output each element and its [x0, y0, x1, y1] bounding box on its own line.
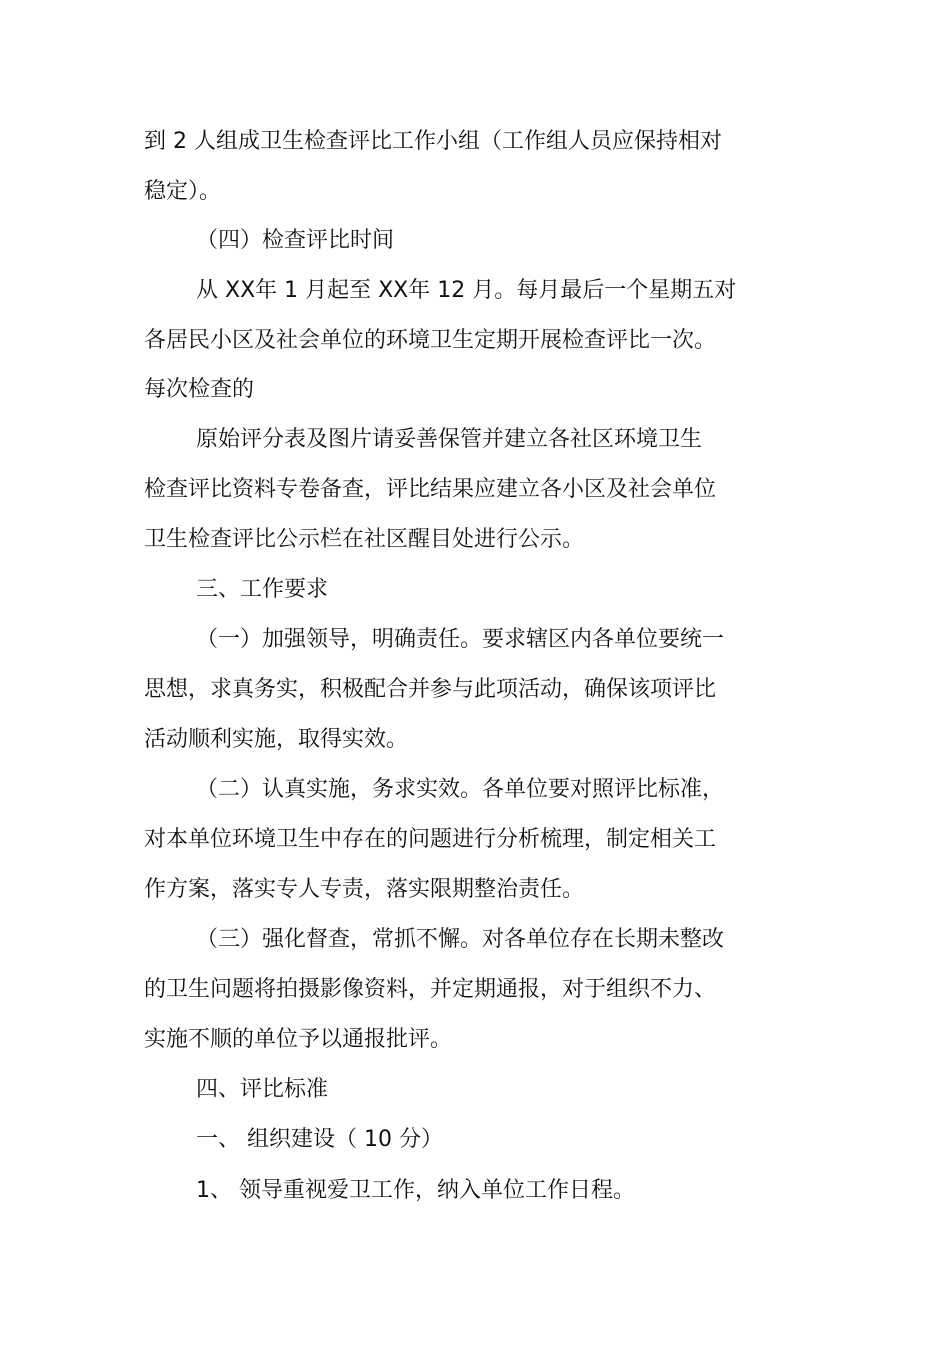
text-line: 各居民小区及社会单位的环境卫生定期开展检查评比一次。	[144, 328, 717, 353]
text-line: 对本单位环境卫生中存在的问题进行分析梳理，制定相关工	[144, 827, 717, 852]
text-line: （一）加强领导，明确责任。要求辖区内各单位要统一	[196, 627, 725, 652]
text-line: 卫生检查评比公示栏在社区醒目处进行公示。	[144, 527, 585, 552]
text-line: 到 2 人组成卫生检查评比工作小组（工作组人员应保持相对	[144, 129, 722, 154]
text-line: 思想，求真务实，积极配合并参与此项活动，确保该项评比	[144, 677, 717, 702]
text-line: 的卫生问题将拍摄影像资料，并定期通报，对于组织不力、	[144, 977, 717, 1002]
section-heading: 四、评比标准	[196, 1077, 329, 1102]
text-line: 实施不顺的单位予以通报批评。	[144, 1027, 453, 1052]
text-line: 检查评比资料专卷备查，评比结果应建立各小区及社会单位	[144, 477, 717, 502]
text-line: 稳定）。	[144, 179, 222, 204]
text-line: 原始评分表及图片请妥善保管并建立各社区环境卫生	[196, 427, 703, 452]
section-heading: （四）检查评比时间	[196, 228, 395, 253]
list-item: 1、 领导重视爱卫工作，纳入单位工作日程。	[196, 1178, 635, 1203]
text-line: （二）认真实施，务求实效。各单位要对照评比标准，	[196, 777, 725, 802]
section-heading: 三、工作要求	[196, 577, 329, 602]
subsection-heading: 一、 组织建设（ 10 分）	[196, 1127, 443, 1152]
text-line: 作方案，落实专人专责，落实限期整治责任。	[144, 877, 585, 902]
text-line: 从 XX年 1 月起至 XX年 12 月。每月最后一个星期五对	[196, 278, 737, 303]
text-line: 每次检查的	[144, 377, 255, 402]
text-line: 活动顺利实施，取得实效。	[144, 727, 409, 752]
text-line: （三）强化督查，常抓不懈。对各单位存在长期未整改	[196, 927, 725, 952]
